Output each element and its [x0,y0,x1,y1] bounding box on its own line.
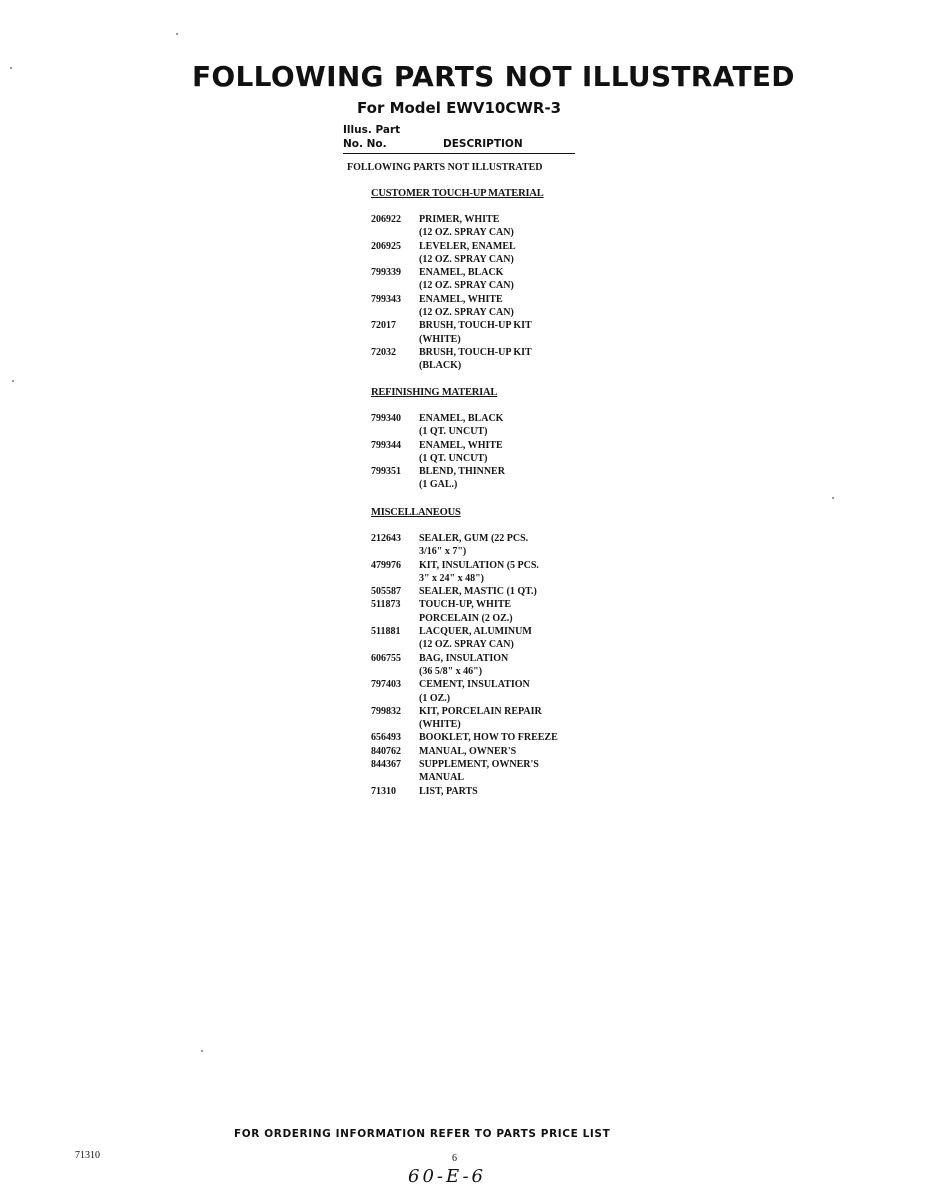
column-header-illus-part: Illus. Part [343,124,401,136]
list-item [371,625,558,652]
list-item [371,412,505,439]
parts-list [371,412,505,492]
part-description: CEMENT, INSULATION (1 OZ.) [419,679,530,704]
handwritten-code: 60-E-6 [408,1166,486,1187]
list-item [371,439,505,466]
ordering-info-note: FOR ORDERING INFORMATION REFER TO PARTS PRICE LIST [234,1128,611,1140]
list-item [371,758,558,785]
part-description: BRUSH, TOUCH-UP KIT (WHITE) [419,320,532,345]
part-description: SUPPLEMENT, OWNER'S MANUAL [419,759,539,784]
list-item [371,785,558,798]
part-description: LACQUER, ALUMINUM (12 OZ. SPRAY CAN) [419,626,532,651]
part-description: ENAMEL, BLACK (12 OZ. SPRAY CAN) [419,267,514,292]
part-description: ENAMEL, WHITE (1 QT. UNCUT) [419,439,503,464]
part-number: 799832 [371,705,401,717]
list-item [371,585,558,598]
column-header-no-no: No. No. [343,138,387,150]
column-header-description: DESCRIPTION [443,138,523,150]
part-number: 797403 [371,679,401,691]
part-number: 71310 [371,785,396,797]
part-number: 505587 [371,586,401,598]
part-description: KIT, PORCELAIN REPAIR (WHITE) [419,705,542,731]
page-title: FOLLOWING PARTS NOT ILLUSTRATED [192,60,795,93]
part-description: MANUAL, OWNER'S [419,745,517,757]
section-title: MISCELLANEOUS [371,507,461,518]
scan-speck [10,67,12,69]
list-item [371,559,558,586]
part-number: 606755 [371,652,401,664]
part-description: BRUSH, TOUCH-UP KIT (BLACK) [419,346,532,372]
page-number: 6 [452,1153,457,1164]
part-description: BLEND, THINNER (1 GAL.) [419,466,505,491]
list-item [371,293,544,320]
part-number: 479976 [371,559,401,571]
list-item [371,678,558,705]
list-item [371,240,544,267]
list-item [371,745,558,758]
part-number: 212643 [371,533,401,544]
part-description: LIST, PARTS [419,785,478,797]
list-item [371,213,544,240]
part-description: KIT, INSULATION (5 PCS. 3" x 24" x 48") [419,559,539,584]
model-subtitle: For Model EWV10CWR-3 [357,99,562,117]
section-title: REFINISHING MATERIAL [371,387,498,398]
section-customer-touch-up [371,188,544,373]
part-description: BAG, INSULATION (36 5/8" x 46") [419,652,509,677]
part-description: SEALER, GUM (22 PCS. 3/16" x 7") [419,533,529,558]
part-number: 72032 [371,346,396,358]
part-description: BOOKLET, HOW TO FREEZE [419,732,558,744]
scan-speck [201,1050,203,1052]
part-description: LEVELER, ENAMEL (12 OZ. SPRAY CAN) [419,240,516,265]
part-number: 656493 [371,732,401,744]
list-item [371,705,558,732]
list-item [371,465,505,492]
part-number: 72017 [371,320,396,332]
part-number: 799343 [371,293,401,305]
part-number: 511873 [371,599,401,611]
scan-speck [832,497,834,499]
section-title: CUSTOMER TOUCH-UP MATERIAL [371,188,544,199]
parts-list [371,213,544,373]
list-item [371,346,544,373]
scan-speck [12,380,14,382]
list-item [371,266,544,293]
intro-line: FOLLOWING PARTS NOT ILLUSTRATED [347,162,543,173]
part-description: PRIMER, WHITE (12 OZ. SPRAY CAN) [419,214,514,239]
part-number: 511881 [371,626,401,638]
list-item [371,532,558,559]
part-description: ENAMEL, WHITE (12 OZ. SPRAY CAN) [419,293,514,319]
list-item [371,652,558,679]
parts-list [371,532,558,798]
part-description: SEALER, MASTIC (1 QT.) [419,586,537,598]
header-rule [343,153,575,154]
section-miscellaneous [371,507,558,798]
list-item [371,598,558,625]
part-description: TOUCH-UP, WHITE PORCELAIN (2 OZ.) [419,599,513,624]
part-number: 840762 [371,745,401,757]
document-number: 71310 [75,1150,100,1161]
part-number: 799351 [371,466,401,478]
part-description: ENAMEL, BLACK (1 QT. UNCUT) [419,413,504,438]
part-number: 799344 [371,439,401,451]
part-number: 206922 [371,214,401,225]
list-item [371,731,558,744]
part-number: 799340 [371,413,401,424]
part-number: 844367 [371,759,401,771]
part-number: 799339 [371,267,401,279]
scan-speck [176,33,178,35]
part-number: 206925 [371,240,401,252]
section-refinishing [371,387,505,492]
list-item [371,319,544,346]
